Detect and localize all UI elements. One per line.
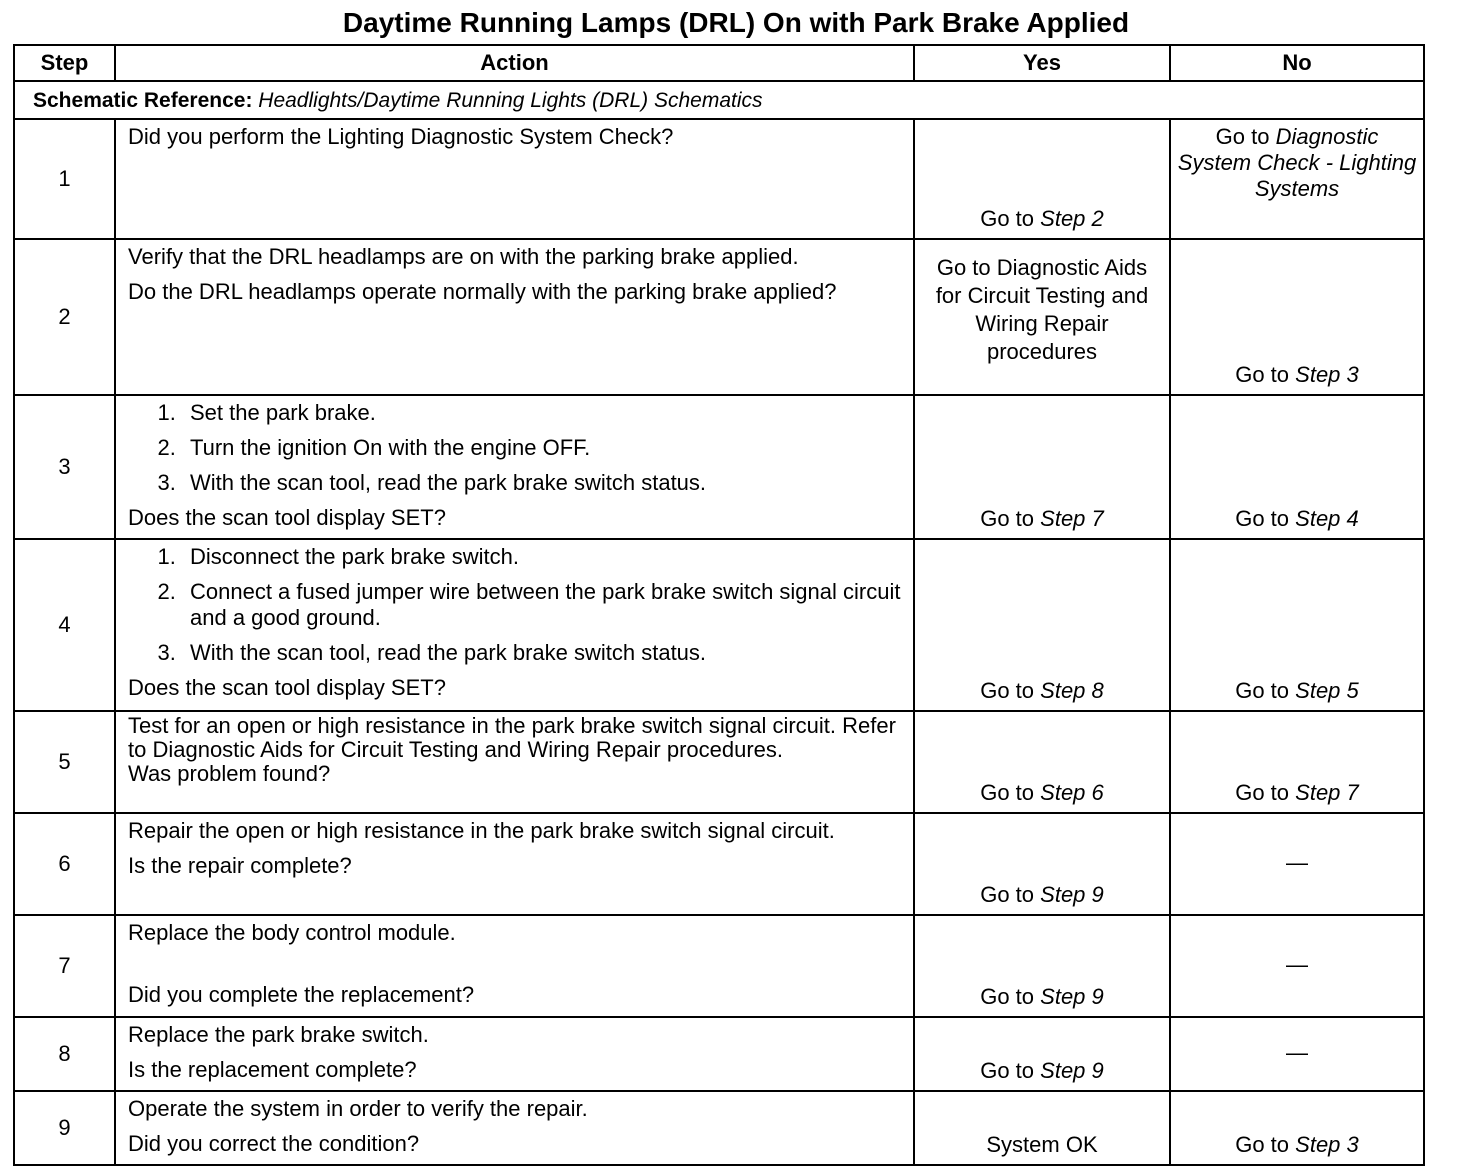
action-list [128,544,903,666]
page-title: Daytime Running Lamps (DRL) On with Park Brake Applied [342,7,1130,38]
header-action: Action [115,45,914,81]
yes-prefix: Go to [980,1058,1035,1083]
no-link[interactable]: Step 3 [1295,362,1359,387]
no-cell [1170,395,1424,539]
table-row [14,539,1424,711]
no-link[interactable]: Step 7 [1295,780,1359,805]
action-cell [115,539,914,711]
yes-cell [914,1091,1170,1165]
yes-text: System OK [986,1132,1098,1157]
no-dash: — [1286,952,1308,977]
step-number: 4 [14,539,115,711]
action-text: Replace the body control module. [128,920,456,945]
action-cell [115,119,914,239]
action-cell [115,395,914,539]
step-number: 9 [14,1091,115,1165]
yes-link[interactable]: Step 6 [1040,780,1104,805]
no-cell [1170,915,1424,1017]
step-number: 7 [14,915,115,1017]
list-item: 3. With the scan tool, read the park brake switch status. [182,640,903,666]
no-dash: — [1286,1040,1308,1065]
no-cell [1170,1017,1424,1091]
list-item: 1. Set the park brake. [182,400,903,426]
table-row [14,1091,1424,1165]
yes-link[interactable]: Step 9 [1040,882,1104,907]
yes-prefix: Go to [980,882,1035,907]
table-row [14,395,1424,539]
action-question: Did you correct the condition? [128,1131,420,1156]
no-cell [1170,711,1424,813]
yes-cell [914,813,1170,915]
step-number: 2 [14,239,115,395]
no-link[interactable]: Step 5 [1295,678,1359,703]
action-list [128,400,903,496]
table-row [14,1017,1424,1091]
yes-cell [914,539,1170,711]
no-cell [1170,239,1424,395]
header-row [14,45,1424,81]
no-dash: — [1286,850,1308,875]
yes-cell [914,1017,1170,1091]
yes-cell [914,119,1170,239]
table-row [14,119,1424,239]
yes-cell [914,915,1170,1017]
no-link[interactable]: Step 3 [1295,1132,1359,1157]
action-cell [115,813,914,915]
action-text: Did you perform the Lighting Diagnostic System Check? [128,124,674,149]
no-link[interactable]: Step 4 [1295,506,1359,531]
header-no: No [1170,45,1424,81]
list-item: 1. Disconnect the park brake switch. [182,544,903,570]
action-question: Does the scan tool display SET? [128,505,446,530]
yes-link[interactable]: Step 2 [1040,206,1104,231]
no-prefix: Go to [1235,780,1290,805]
no-cell [1170,1091,1424,1165]
no-link[interactable]: Diagnostic System Check - Lighting Systems [1177,124,1417,201]
yes-cell [914,395,1170,539]
table-row [14,813,1424,915]
table-row [14,915,1424,1017]
diagnostic-table [13,44,1425,1166]
yes-link[interactable]: Step 7 [1040,506,1104,531]
table-row [14,711,1424,813]
action-text: Operate the system in order to verify the repair. [128,1096,588,1121]
yes-prefix: Go to [980,206,1035,231]
action-question: Does the scan tool display SET? [128,675,446,700]
schematic-reference-row [14,81,1424,119]
list-item: 2. Turn the ignition On with the engine OFF. [182,435,903,461]
list-item: 3. With the scan tool, read the park brake switch status. [182,470,903,496]
action-question: Was problem found? [128,761,331,786]
yes-link[interactable]: Step 9 [1040,1058,1104,1083]
no-prefix: Go to [1235,678,1290,703]
step-number: 1 [14,119,115,239]
no-cell [1170,813,1424,915]
header-yes: Yes [914,45,1170,81]
action-text: Test for an open or high resistance in the park brake switch signal circuit. Refer to Diagnostic Aids for Circuit Testing and Wiring Repair procedures. [128,713,896,762]
action-text: Verify that the DRL headlamps are on with the parking brake applied. [128,244,799,269]
action-cell [115,711,914,813]
action-question: Is the replacement complete? [128,1057,417,1082]
step-number: 5 [14,711,115,813]
action-cell [115,1091,914,1165]
action-cell [115,239,914,395]
yes-prefix: Go to [980,984,1035,1009]
no-prefix: Go to [1215,124,1270,149]
step-number: 6 [14,813,115,915]
step-number: 3 [14,395,115,539]
action-cell [115,915,914,1017]
table-row [14,239,1424,395]
yes-prefix: Go to [980,780,1035,805]
yes-link[interactable]: Step 9 [1040,984,1104,1009]
yes-cell [914,711,1170,813]
schematic-reference [14,81,1424,119]
action-question: Is the repair complete? [128,853,352,878]
schematic-reference-link[interactable]: Headlights/Daytime Running Lights (DRL) Schematics [258,89,763,112]
step-number: 8 [14,1017,115,1091]
yes-text[interactable]: Go to Diagnostic Aids for Circuit Testing and Wiring Repair procedures [935,255,1149,364]
no-cell [1170,119,1424,239]
yes-link[interactable]: Step 8 [1040,678,1104,703]
yes-cell [914,239,1170,395]
no-cell [1170,539,1424,711]
yes-prefix: Go to [980,506,1035,531]
action-question: Do the DRL headlamps operate normally with the parking brake applied? [128,279,837,304]
schematic-reference-label: Schematic Reference: [33,89,253,112]
action-text: Replace the park brake switch. [128,1022,429,1047]
no-prefix: Go to [1235,362,1290,387]
yes-prefix: Go to [980,678,1035,703]
action-cell [115,1017,914,1091]
header-step: Step [14,45,115,81]
no-prefix: Go to [1235,1132,1290,1157]
list-item: 2. Connect a fused jumper wire between the park brake switch signal circuit and a good ground. [182,579,903,631]
action-text: Repair the open or high resistance in the park brake switch signal circuit. [128,818,835,843]
action-question: Did you complete the replacement? [128,982,475,1007]
no-prefix: Go to [1235,506,1290,531]
